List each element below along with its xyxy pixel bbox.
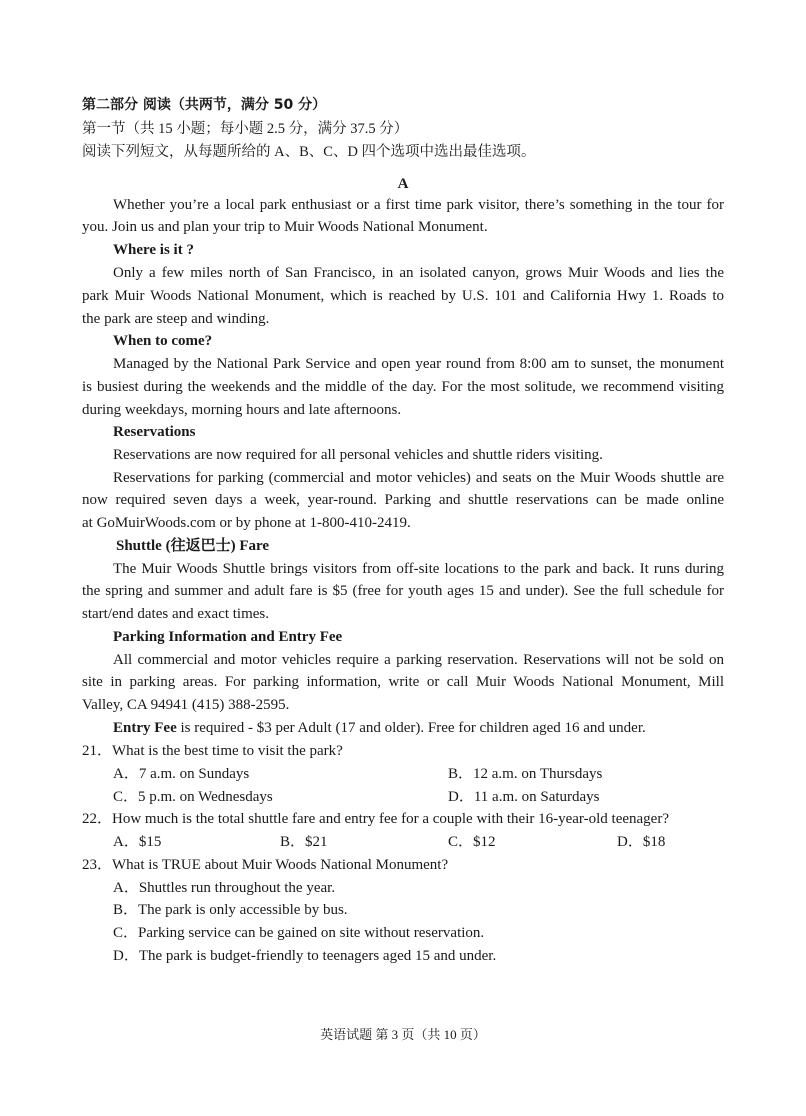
q22-option-a[interactable] bbox=[113, 832, 161, 852]
option-letter: C． bbox=[448, 834, 474, 850]
parking-line-2: site in parking areas. For parking information, write or call Muir Woods National Monument, Mill bbox=[82, 674, 724, 690]
reservations-line-3: now required seven days a week, year-round. Parking and shuttle reservations can be made online bbox=[82, 492, 724, 508]
parking-heading: Parking Information and Entry Fee bbox=[113, 629, 343, 645]
shuttle-heading: Shuttle (往返巴士) Fare bbox=[116, 538, 270, 554]
question-number: 21． bbox=[82, 743, 113, 759]
option-text: Shuttles run throughout the year. bbox=[138, 880, 336, 896]
option-text: 7 a.m. on Sundays bbox=[138, 766, 250, 782]
option-text: $12 bbox=[473, 834, 496, 850]
shuttle-line-2: the spring and summer and adult fare is $5 (free for youth ages 15 and under). See the full schedule for bbox=[82, 583, 724, 599]
option-letter: D． bbox=[448, 789, 474, 805]
where-line-1: Only a few miles north of San Francisco, in an isolated canyon, grows Muir Woods and lies the bbox=[113, 265, 724, 281]
shuttle-line-1: The Muir Woods Shuttle brings visitors from off-site locations to the park and back. It runs during bbox=[113, 561, 724, 577]
shuttle-line-3: start/end dates and exact times. bbox=[82, 606, 270, 622]
question-text: What is the best time to visit the park? bbox=[112, 743, 343, 759]
option-letter: D． bbox=[113, 948, 139, 964]
option-text: $18 bbox=[642, 834, 666, 850]
where-line-3: the park are steep and winding. bbox=[82, 311, 270, 327]
intro-line-2: you. Join us and plan your trip to Muir Woods National Monument. bbox=[82, 219, 488, 235]
q21-option-c[interactable] bbox=[113, 787, 273, 807]
entry-fee-text: is required - $3 per Adult (17 and older). Free for children aged 16 and under. bbox=[176, 720, 646, 736]
option-text: $15 bbox=[138, 834, 162, 850]
q22-option-d[interactable] bbox=[617, 832, 665, 852]
q23-option-c[interactable] bbox=[113, 923, 484, 943]
intro-line-1: Whether you’re a local park enthusiast or a first time park visitor, there’s something in the tour for bbox=[113, 197, 724, 213]
question-21 bbox=[82, 741, 343, 761]
option-text: 12 a.m. on Thursdays bbox=[473, 766, 603, 782]
option-letter: A． bbox=[113, 834, 139, 850]
question-23 bbox=[82, 855, 448, 875]
question-text: How much is the total shuttle fare and entry fee for a couple with their 16-year-old teenager? bbox=[112, 811, 669, 827]
option-letter: A． bbox=[113, 766, 139, 782]
passage-label: A bbox=[397, 176, 409, 192]
reservations-heading: Reservations bbox=[113, 424, 196, 440]
question-text: What is TRUE about Muir Woods National Monument? bbox=[112, 857, 449, 873]
when-line-2: is busiest during the weekends and the middle of the day. For the most solitude, we recommend visiting bbox=[82, 379, 724, 395]
option-letter: B． bbox=[113, 902, 139, 918]
page-footer: 英语试题 第 3 页（共 10 页） bbox=[320, 1027, 486, 1042]
option-text: $21 bbox=[305, 834, 328, 850]
option-text: 11 a.m. on Saturdays bbox=[473, 789, 600, 805]
q21-option-b[interactable] bbox=[448, 764, 602, 784]
reservations-line-2: Reservations for parking (commercial and motor vehicles) and seats on the Muir Woods shuttle are bbox=[113, 470, 724, 486]
option-letter: A． bbox=[113, 880, 139, 896]
question-22 bbox=[82, 809, 669, 829]
option-text: The park is only accessible by bus. bbox=[138, 902, 348, 918]
where-line-2: park Muir Woods National Monument, which is reached by U.S. 101 and California Hwy 1. Roads to bbox=[82, 288, 724, 304]
entry-fee-label: Entry Fee bbox=[113, 720, 177, 736]
q23-option-b[interactable] bbox=[113, 900, 348, 920]
when-line-1: Managed by the National Park Service and open year round from 8:00 am to sunset, the monument bbox=[113, 356, 724, 372]
section-title: 第二部分 阅读（共两节，满分 50 分） bbox=[82, 97, 327, 113]
where-heading: Where is it ? bbox=[113, 242, 194, 258]
q22-option-c[interactable] bbox=[448, 832, 496, 852]
q21-option-a[interactable] bbox=[113, 764, 249, 784]
option-text: Parking service can be gained on site without reservation. bbox=[138, 925, 485, 941]
option-letter: D． bbox=[617, 834, 643, 850]
option-letter: C． bbox=[113, 789, 139, 805]
subsection-title: 第一节（共 15 小题；每小题 2.5 分，满分 37.5 分） bbox=[82, 121, 409, 137]
option-letter: B． bbox=[448, 766, 474, 782]
q21-option-d[interactable] bbox=[448, 787, 600, 807]
option-letter: B． bbox=[280, 834, 306, 850]
parking-line-1: All commercial and motor vehicles require a parking reservation. Reservations will not be sold on bbox=[113, 652, 724, 668]
when-line-3: during weekdays, morning hours and late afternoons. bbox=[82, 402, 402, 418]
question-number: 22． bbox=[82, 811, 113, 827]
when-heading: When to come? bbox=[113, 333, 213, 349]
instruction-text: 阅读下列短文，从每题所给的 A、B、C、D 四个选项中选出最佳选项。 bbox=[82, 144, 536, 160]
option-letter: C． bbox=[113, 925, 139, 941]
parking-line-3: Valley, CA 94941 (415) 388-2595. bbox=[82, 697, 290, 713]
question-number: 23． bbox=[82, 857, 113, 873]
q23-option-a[interactable] bbox=[113, 878, 335, 898]
q23-option-d[interactable] bbox=[113, 946, 496, 966]
reservations-line-1: Reservations are now required for all personal vehicles and shuttle riders visiting. bbox=[113, 447, 603, 463]
option-text: 5 p.m. on Wednesdays bbox=[138, 789, 273, 805]
entry-fee-line bbox=[113, 718, 646, 738]
q22-option-b[interactable] bbox=[280, 832, 328, 852]
reservations-line-4: at GoMuirWoods.com or by phone at 1-800-410-2419. bbox=[82, 515, 411, 531]
option-text: The park is budget-friendly to teenagers aged 15 and under. bbox=[138, 948, 497, 964]
